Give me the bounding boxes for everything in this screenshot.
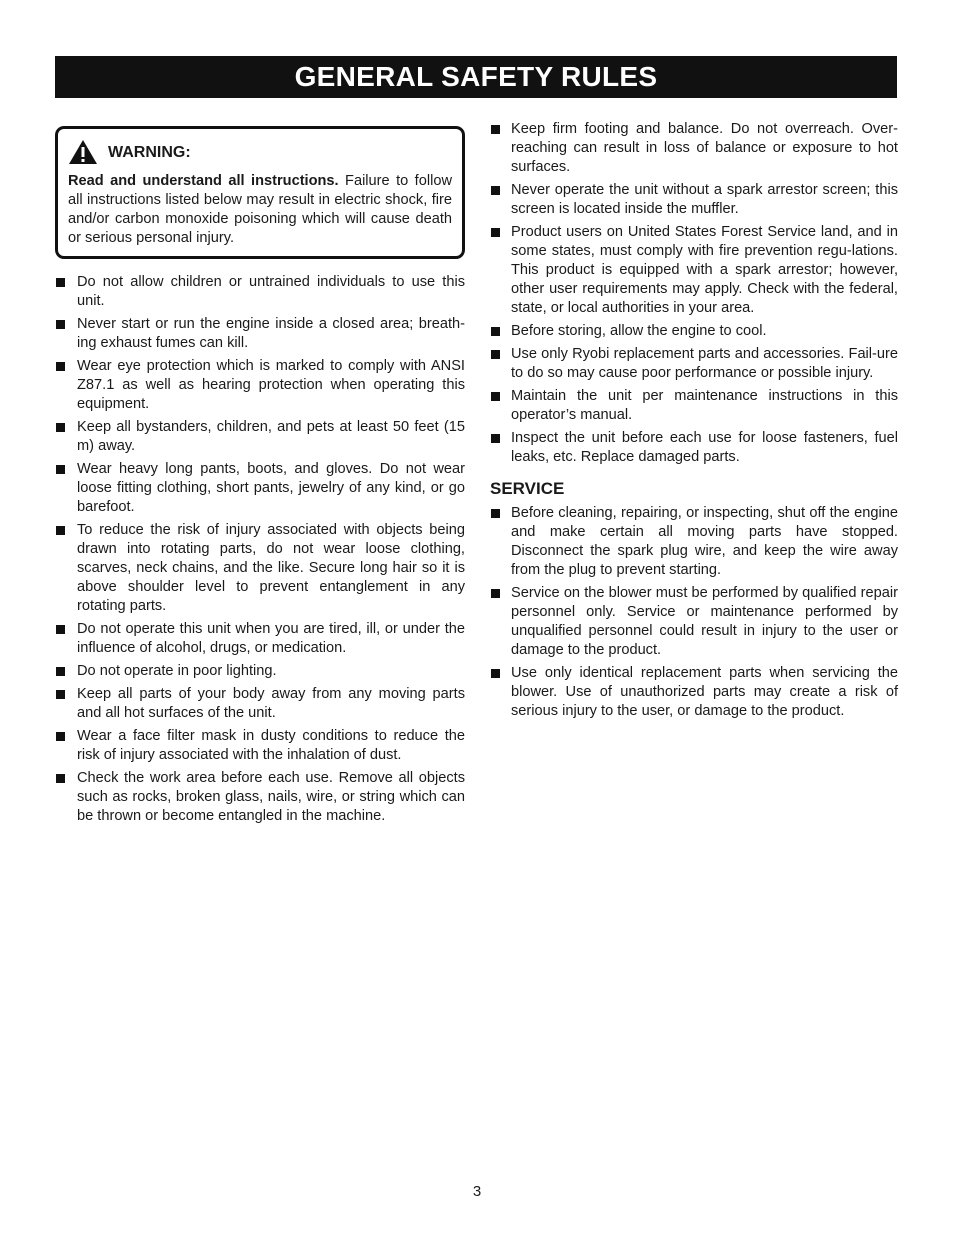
square-bullet-icon (491, 509, 500, 518)
square-bullet-icon (56, 526, 65, 535)
square-bullet-icon (56, 278, 65, 287)
service-heading: SERVICE (490, 479, 565, 498)
square-bullet-icon (56, 690, 65, 699)
rule-text: Inspect the unit before each use for loose fasteners, fuel leaks, etc. Replace damaged parts. (511, 430, 898, 465)
warning-text (68, 172, 452, 248)
rule-text: Never operate the unit without a spark arrestor screen; this screen is located inside the muffler. (511, 182, 898, 217)
square-bullet-icon (491, 669, 500, 678)
square-bullet-icon (56, 732, 65, 741)
rule-text: Do not operate this unit when you are tired, ill, or under the influence of alcohol, drugs, or medication. (77, 621, 465, 656)
warning-lead: Read and understand all instructions. (68, 173, 339, 189)
title-bar (55, 56, 897, 98)
rule-text: Service on the blower must be performed by qualified repair personnel only. Service or maintenance performed by unqualified personnel could result in injury to the user or damage to the product. (511, 585, 898, 658)
rule-text: To reduce the risk of injury associated with objects being drawn into rotating parts, do not wear loose clothing, scarves, neck chains, and the like. Secure long hair so it is above shoulder level to prevent entanglement in any rotating parts. (77, 522, 465, 614)
service-rules-list (490, 504, 898, 721)
rule-item (490, 223, 898, 318)
square-bullet-icon (491, 228, 500, 237)
square-bullet-icon (56, 320, 65, 329)
rule-text: Use only Ryobi replacement parts and accessories. Fail-ure to do so may cause poor performance or possible injury. (511, 346, 898, 381)
square-bullet-icon (56, 362, 65, 371)
rule-text: Use only identical replacement parts when servicing the blower. Use of unauthorized parts may create a risk of serious injury to the user, or damage to the product. (511, 665, 898, 719)
rule-text: Keep all parts of your body away from any moving parts and all hot surfaces of the unit. (77, 686, 465, 721)
rule-text: Before cleaning, repairing, or inspecting, shut off the engine and make certain all moving parts have stopped. Disconnect the spark plug wire, and keep the wire away from the plug to prevent starting. (511, 505, 898, 578)
warning-triangle-icon (68, 139, 98, 165)
rule-item (55, 357, 465, 414)
rule-text: Do not operate in poor lighting. (77, 663, 277, 679)
warning-box (55, 126, 465, 259)
rule-item (490, 429, 898, 467)
right-column (490, 120, 898, 725)
rule-text: Keep firm footing and balance. Do not overreach. Over-reaching can result in loss of balance or exposure to hot surfaces. (511, 121, 898, 175)
page-number: 3 (472, 1183, 482, 1200)
left-column (55, 120, 465, 830)
rule-text: Product users on United States Forest Service land, and in some states, must comply with fire prevention regu-lations. This product is equipped with a spark arrestor; however, other user requirements may apply. Check with the federal, state, or local authorities in your area. (511, 224, 898, 316)
rule-text: Wear eye protection which is marked to comply with ANSI Z87.1 as well as hearing protection when operating this equipment. (77, 358, 465, 412)
rule-item (490, 387, 898, 425)
rule-item (55, 460, 465, 517)
rule-item (490, 504, 898, 580)
rule-text: Check the work area before each use. Remove all objects such as rocks, broken glass, nails, wire, or string which can be thrown or become entangled in the machine. (77, 770, 465, 824)
warning-body-text: Failure to follow all instructions listed below may result in electric shock, fire and/or carbon monoxide poisoning which will cause death or serious personal injury. (68, 173, 452, 246)
rule-item (55, 273, 465, 311)
rule-item (55, 662, 465, 681)
rule-item (490, 322, 898, 341)
rule-text: Wear heavy long pants, boots, and gloves. Do not wear loose fitting clothing, short pants, jewelry of any kind, or go barefoot. (77, 461, 465, 515)
square-bullet-icon (491, 125, 500, 134)
rule-item (55, 315, 465, 353)
rule-text: Maintain the unit per maintenance instructions in this operator’s manual. (511, 388, 898, 423)
square-bullet-icon (491, 186, 500, 195)
square-bullet-icon (56, 423, 65, 432)
rule-item (490, 664, 898, 721)
square-bullet-icon (56, 625, 65, 634)
square-bullet-icon (491, 350, 500, 359)
square-bullet-icon (56, 774, 65, 783)
rule-text: Keep all bystanders, children, and pets at least 50 feet (15 m) away. (77, 419, 465, 454)
square-bullet-icon (491, 434, 500, 443)
rule-item (55, 685, 465, 723)
rule-item (55, 521, 465, 616)
warning-label: WARNING: (108, 143, 191, 161)
rule-item (490, 120, 898, 177)
rule-text: Before storing, allow the engine to cool. (511, 323, 767, 339)
rule-text: Wear a face filter mask in dusty conditions to reduce the risk of injury associated with the inhalation of dust. (77, 728, 465, 763)
rule-text: Never start or run the engine inside a closed area; breath-ing exhaust fumes can kill. (77, 316, 465, 351)
square-bullet-icon (56, 465, 65, 474)
warning-header (68, 139, 452, 165)
square-bullet-icon (56, 667, 65, 676)
rule-text: Do not allow children or untrained individuals to use this unit. (77, 274, 465, 309)
rule-item (55, 620, 465, 658)
rule-item (55, 418, 465, 456)
rule-item (55, 769, 465, 826)
rule-item (55, 727, 465, 765)
rule-item (490, 345, 898, 383)
right-rules-list (490, 120, 898, 467)
rule-item (490, 584, 898, 660)
page-title: GENERAL SAFETY RULES (294, 61, 658, 92)
square-bullet-icon (491, 392, 500, 401)
square-bullet-icon (491, 327, 500, 336)
left-rules-list (55, 273, 465, 826)
square-bullet-icon (491, 589, 500, 598)
rule-item (490, 181, 898, 219)
